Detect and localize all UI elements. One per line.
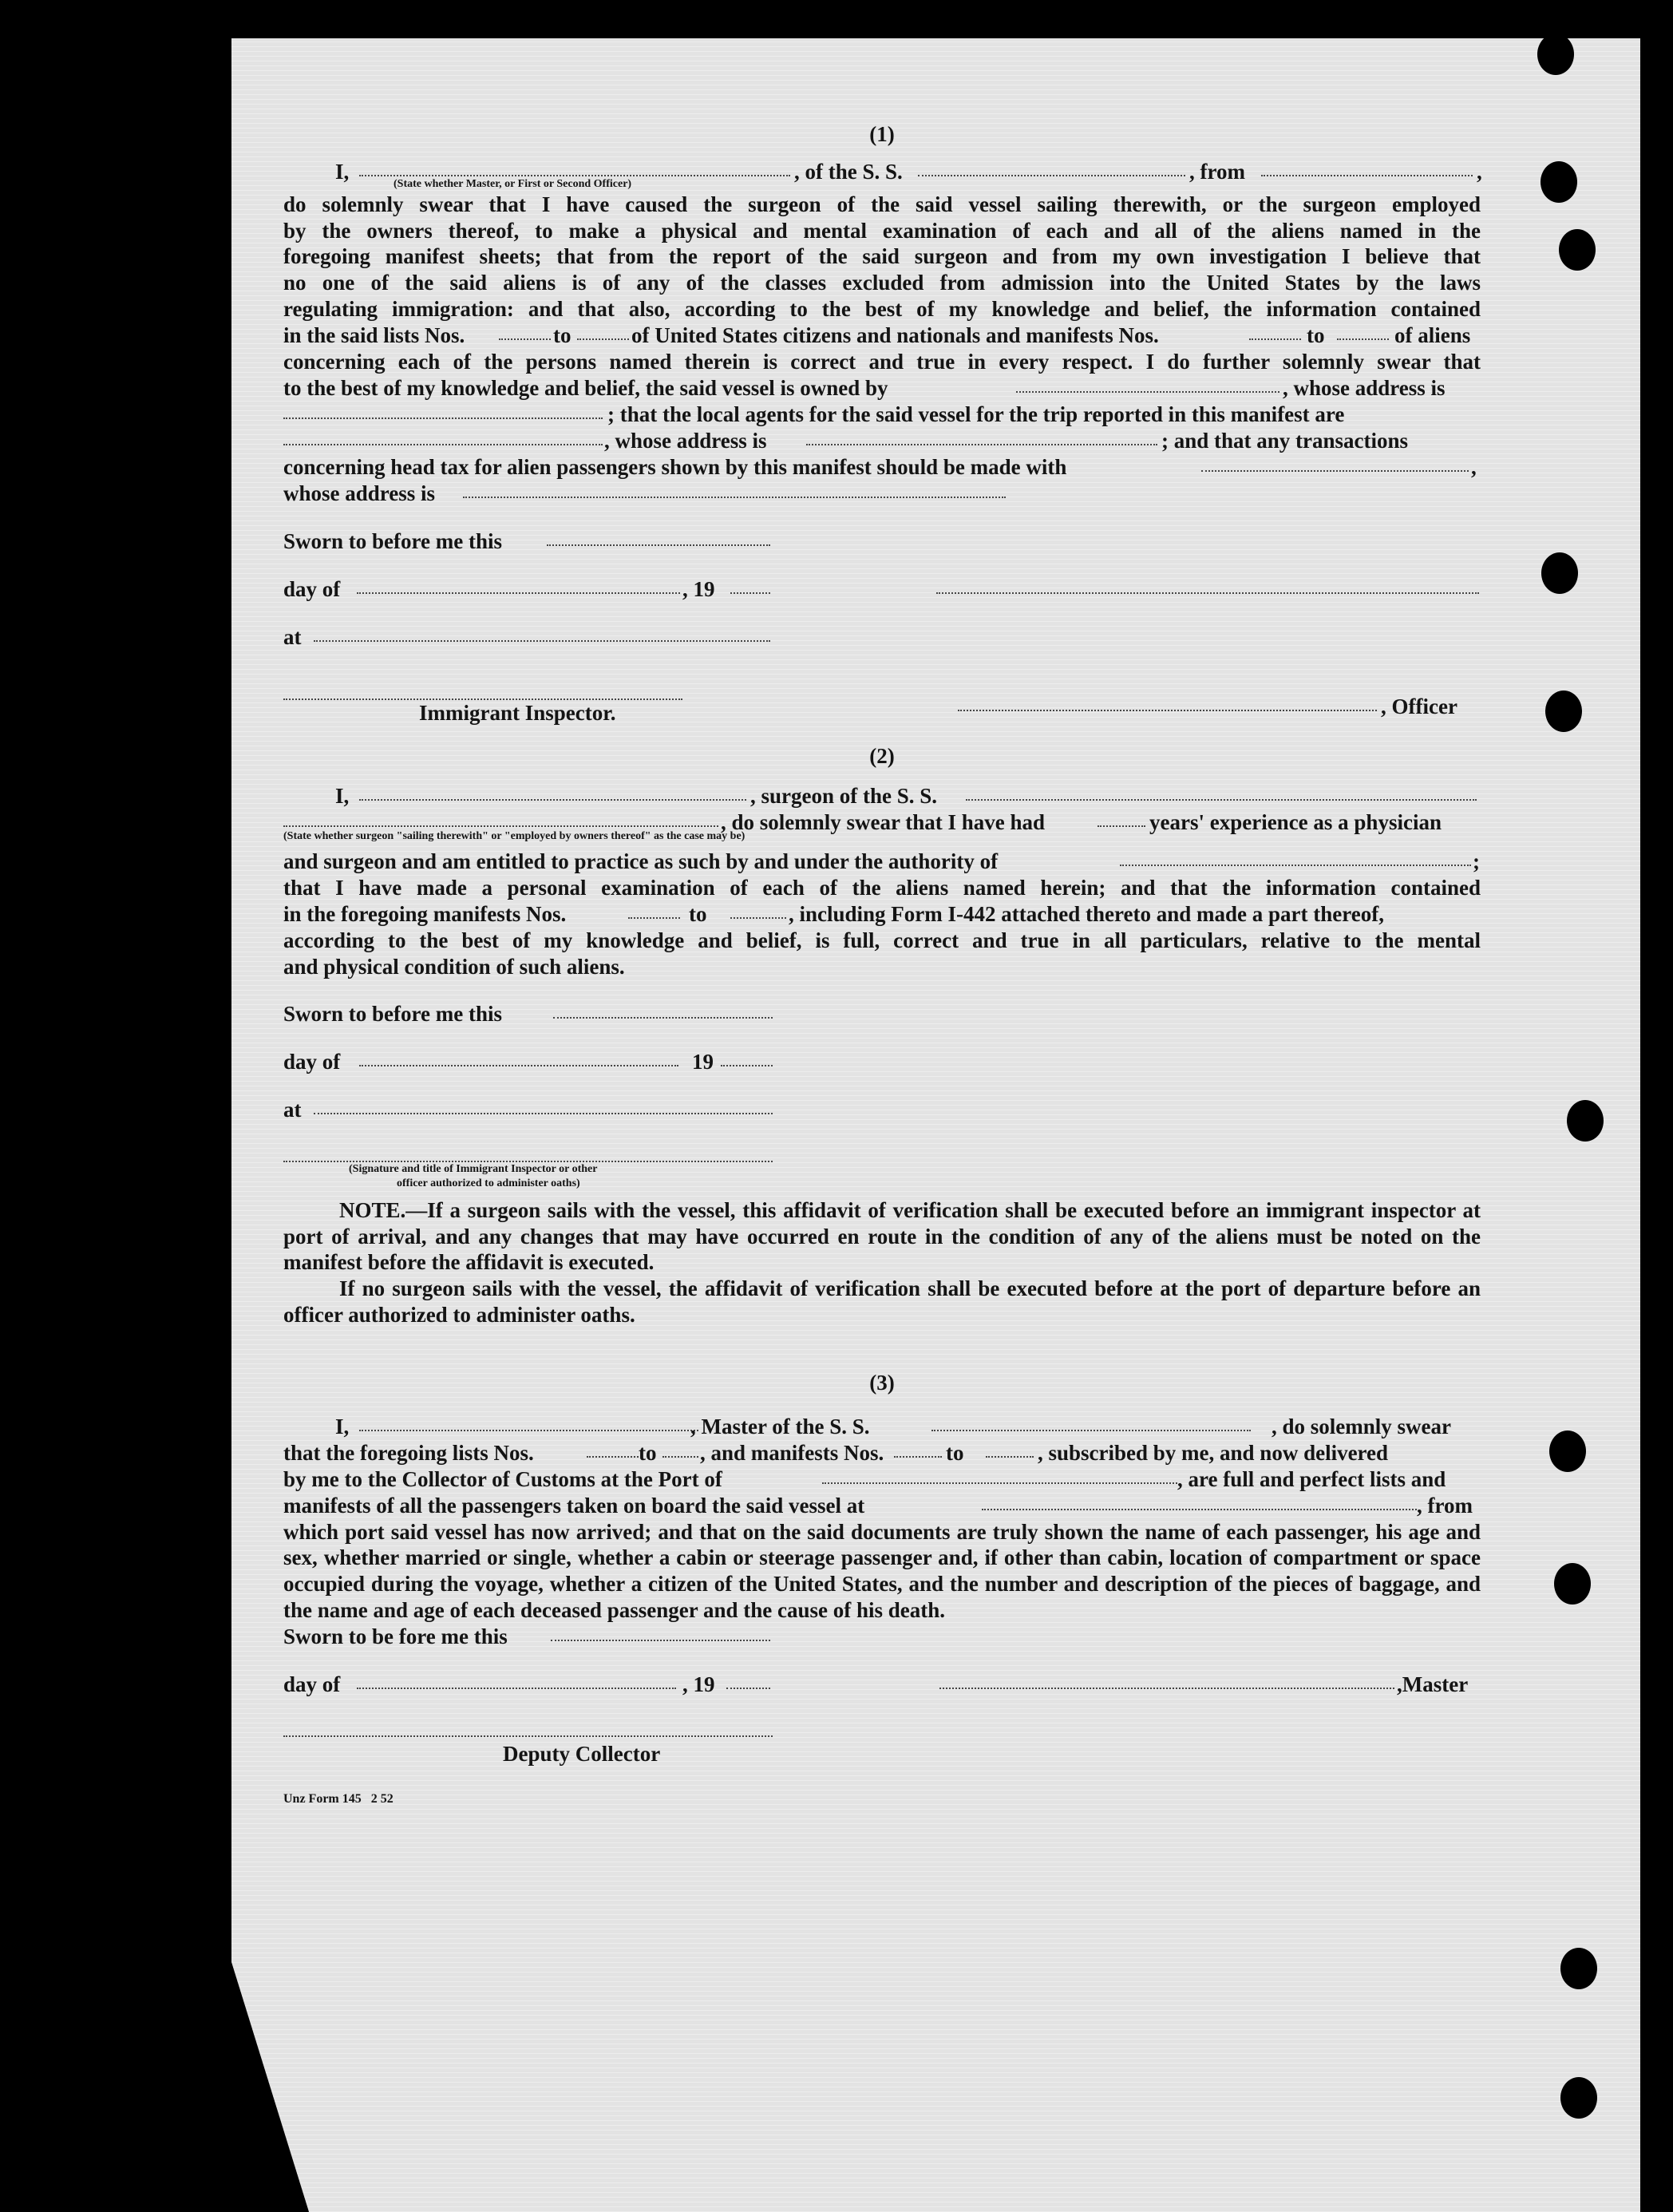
surgeon-name-field[interactable] (359, 783, 746, 801)
text: manifests of all the passengers taken on board the said vessel at (283, 1493, 865, 1518)
sworn-line (283, 528, 1481, 555)
sworn-day-field[interactable] (551, 1624, 770, 1641)
text: ; (1473, 849, 1480, 874)
agents-address-line (283, 428, 1481, 454)
surgeon-vessel-field[interactable] (966, 783, 1477, 801)
at-place-field[interactable] (314, 1097, 773, 1114)
at-place-field[interactable] (314, 624, 770, 642)
oath-intro-line (283, 159, 1481, 185)
text: , 19 (682, 1672, 715, 1696)
manifests-line (283, 901, 1481, 928)
text: , and manifests Nos. (700, 1440, 884, 1465)
punch-hole (1541, 161, 1577, 203)
text: , are full and perfect lists and (1177, 1466, 1446, 1491)
text: of United States citizens and nationals and manifests Nos. (631, 323, 1159, 347)
lists-to-field[interactable] (577, 323, 629, 340)
section-number: (2) (869, 743, 895, 768)
inspector-label: Immigrant Inspector. (419, 700, 616, 725)
at-line (283, 624, 1481, 651)
deputy-label: Deputy Collector (503, 1741, 661, 1766)
text: to (1307, 323, 1325, 347)
manifest-to-field[interactable] (730, 901, 786, 919)
inspector-signature-field[interactable] (283, 683, 682, 700)
text: , 19 (682, 576, 715, 601)
master-vessel-field[interactable] (931, 1414, 1251, 1431)
manifests-to-field[interactable] (986, 1440, 1034, 1458)
punch-hole (1559, 229, 1596, 271)
from-port-field[interactable] (1261, 159, 1473, 176)
text: , from (1189, 159, 1245, 184)
surgeon-caption: (State whether surgeon "sailing therewith" or "employed by owners thereof" as the case may be) (283, 830, 746, 843)
year-field[interactable] (726, 1672, 770, 1689)
text: , (1477, 159, 1482, 184)
inspector-line (283, 683, 1481, 724)
inspector-signature-field[interactable] (283, 1145, 773, 1162)
manifest-to-field[interactable] (1337, 323, 1389, 340)
signature-caption: officer authorized to administer oaths) (397, 1177, 580, 1189)
sworn-line (283, 1001, 1481, 1027)
manifest-from-field[interactable] (1249, 323, 1301, 340)
taken-at-field[interactable] (982, 1493, 1417, 1510)
master-signature-field[interactable] (939, 1672, 1394, 1689)
text: I, (335, 1414, 350, 1438)
surgeon-line (283, 783, 1481, 809)
punch-hole (1560, 1948, 1597, 1989)
punch-hole (1537, 34, 1574, 75)
text: Sworn to be fore me this (283, 1624, 508, 1648)
text: by me to the Collector of Customs at the Port of (283, 1466, 722, 1491)
agents-line (283, 402, 1481, 428)
sworn-line (283, 1624, 1481, 1650)
month-field[interactable] (357, 1672, 676, 1689)
officer-caption: (State whether Master, or First or Second Officer) (394, 177, 632, 190)
punch-hole (1567, 1100, 1604, 1142)
surgeon-text: and physical condition of such aliens. (283, 954, 625, 979)
punch-hole (1554, 1563, 1591, 1605)
text: whose address is (283, 481, 436, 505)
text: , do solemnly swear (1272, 1414, 1451, 1438)
punch-hole (1545, 691, 1582, 732)
day-of-line (283, 1672, 1481, 1698)
text: I, (335, 784, 350, 809)
year-field[interactable] (721, 1049, 773, 1066)
text: to (689, 902, 707, 927)
oath-text: concerning each of the persons named therein is correct and true in every respect. I do further solemnly swear that (283, 349, 1481, 374)
surgeon-text: according to the best of my knowledge and belief, is full, correct and true in all particulars, relative to the mental (283, 928, 1481, 953)
officer-signature-line[interactable] (958, 694, 1377, 711)
punch-hole (1560, 2077, 1597, 2119)
lists-to-field[interactable] (662, 1440, 698, 1458)
text: , including Form I-442 attached thereto and made a part thereof, (789, 902, 1384, 927)
text: years' experience as a physician (1149, 810, 1442, 835)
section-number: (1) (869, 122, 895, 146)
text: day of (283, 1049, 341, 1074)
officer-signature-field[interactable] (936, 576, 1479, 594)
text: ; and that any transactions (1161, 428, 1409, 453)
text: of aliens (1394, 323, 1471, 347)
surgeon-type-field[interactable] (283, 809, 718, 827)
owner-address-field[interactable] (283, 402, 603, 419)
text: at (283, 1097, 302, 1122)
text: , Master of the S. S. (690, 1414, 870, 1438)
lists-line (283, 323, 1481, 349)
text: I, (335, 159, 350, 184)
year-field[interactable] (730, 576, 770, 594)
punch-hole (1541, 552, 1578, 594)
taken-at-line (283, 1493, 1481, 1519)
text: , of the S. S. (794, 159, 903, 184)
text: day of (283, 1672, 341, 1696)
day-of-line (283, 576, 1481, 603)
manifest-from-field[interactable] (628, 901, 680, 919)
at-line (283, 1097, 1481, 1123)
officer-name-field[interactable] (359, 159, 790, 176)
lists-line (283, 1440, 1481, 1466)
text: , whose address is (1283, 375, 1446, 400)
text: to the best of my knowledge and belief, the said vessel is owned by (283, 375, 888, 400)
lists-from-field[interactable] (587, 1440, 639, 1458)
surgeon-text: that I have made a personal examination of each of the aliens named herein; and that the information contained (283, 876, 1481, 900)
oath-text: no one of the said aliens is of any of the classes excluded from admission into the United States by the laws (283, 271, 1481, 295)
surgeon-years-line (283, 809, 1481, 836)
month-field[interactable] (359, 1049, 678, 1066)
master-label: ,Master (1397, 1672, 1469, 1696)
text: , from (1417, 1493, 1473, 1518)
punch-hole (1549, 1430, 1586, 1472)
officer-label: , Officer (1381, 694, 1457, 718)
years-field[interactable] (1098, 809, 1145, 827)
text: , do solemnly swear that I have had (721, 810, 1046, 835)
agents-field[interactable] (283, 428, 603, 445)
text: that the foregoing lists Nos. (283, 1440, 534, 1465)
text: to (946, 1440, 964, 1465)
text: concerning head tax for alien passengers shown by this manifest should be made with (283, 454, 1067, 479)
text: Sworn to before me this (283, 1001, 502, 1026)
oath-text: regulating immigration: and that also, according to the best of my knowledge and belief, the information contained (283, 296, 1481, 321)
text: to (639, 1440, 657, 1465)
owned-line (283, 375, 1481, 402)
month-field[interactable] (357, 576, 680, 594)
text: at (283, 624, 302, 649)
authority-line (283, 849, 1481, 875)
owner-field[interactable] (1016, 375, 1279, 393)
text: and surgeon and am entitled to practice as such by and under the authority of (283, 849, 999, 874)
text: in the said lists Nos. (283, 323, 465, 347)
manifests-from-field[interactable] (894, 1440, 942, 1458)
lists-from-field[interactable] (499, 323, 551, 340)
agents-address-field[interactable] (806, 428, 1157, 445)
headtax-address-field[interactable] (463, 481, 1006, 498)
oath-text: foregoing manifest sheets; that from the report of the said surgeon and from my own investigation I believe that (283, 244, 1481, 269)
signature-line (283, 1145, 1481, 1162)
text: 19 (692, 1049, 714, 1074)
sworn-day-field[interactable] (547, 528, 770, 546)
form-id: Unz Form 145 2 52 (283, 1791, 394, 1806)
text: in the foregoing manifests Nos. (283, 902, 567, 927)
headtax-line (283, 454, 1481, 481)
text: , subscribed by me, and now delivered (1038, 1440, 1389, 1465)
text: day of (283, 576, 341, 601)
form-content (283, 121, 1481, 1807)
port-field[interactable] (822, 1466, 1177, 1484)
note-paragraph: NOTE.—If a surgeon sails with the vessel, this affidavit of verification shall be executed before an immigrant inspector at port of arrival, and any changes that may have occurred en route in the condition of any of the aliens must be noted on the manifest before the affidavit is executed. (283, 1197, 1481, 1275)
deputy-signature-field[interactable] (283, 1719, 773, 1737)
authority-field[interactable] (1120, 849, 1471, 866)
text: , whose address is (604, 428, 767, 453)
whose-address-line (283, 481, 1481, 507)
sworn-day-field[interactable] (553, 1001, 773, 1019)
section-number: (3) (869, 1370, 895, 1395)
headtax-field[interactable] (1201, 454, 1469, 472)
master-paragraph: which port said vessel has now arrived; and that on the said documents are truly shown the name of each passenger, his age and sex, whether married or single, whether a cabin or steerage passenger and, if other than cabin, location of compartment or space occupied during the voyage, whether a citizen of the United States, and the number and description of the pieces of baggage, and the name and age of each deceased passenger and the cause of his death. (283, 1519, 1481, 1622)
text: , (1471, 454, 1477, 479)
text: Sworn to before me this (283, 528, 502, 553)
oath-text: do solemnly swear that I have caused the surgeon of the said vessel sailing therewith, or the surgeon employed (283, 192, 1481, 216)
master-line (283, 1414, 1481, 1440)
text: ; that the local agents for the said vessel for the trip reported in this manifest are (607, 402, 1345, 426)
oath-text: by the owners thereof, to make a physical and mental examination of each and all of the aliens named in the (283, 218, 1481, 243)
deputy-line (283, 1719, 1481, 1767)
day-of-line (283, 1049, 1481, 1075)
signature-caption: (Signature and title of Immigrant Inspector or other (349, 1162, 598, 1175)
text: , surgeon of the S. S. (750, 784, 938, 809)
text: to (553, 323, 572, 347)
master-name-field[interactable] (359, 1414, 698, 1431)
vessel-name-field[interactable] (918, 159, 1185, 176)
note-paragraph: If no surgeon sails with the vessel, the affidavit of verification shall be executed before at the port of departure before an officer authorized to administer oaths. (283, 1276, 1481, 1327)
port-line (283, 1466, 1481, 1493)
